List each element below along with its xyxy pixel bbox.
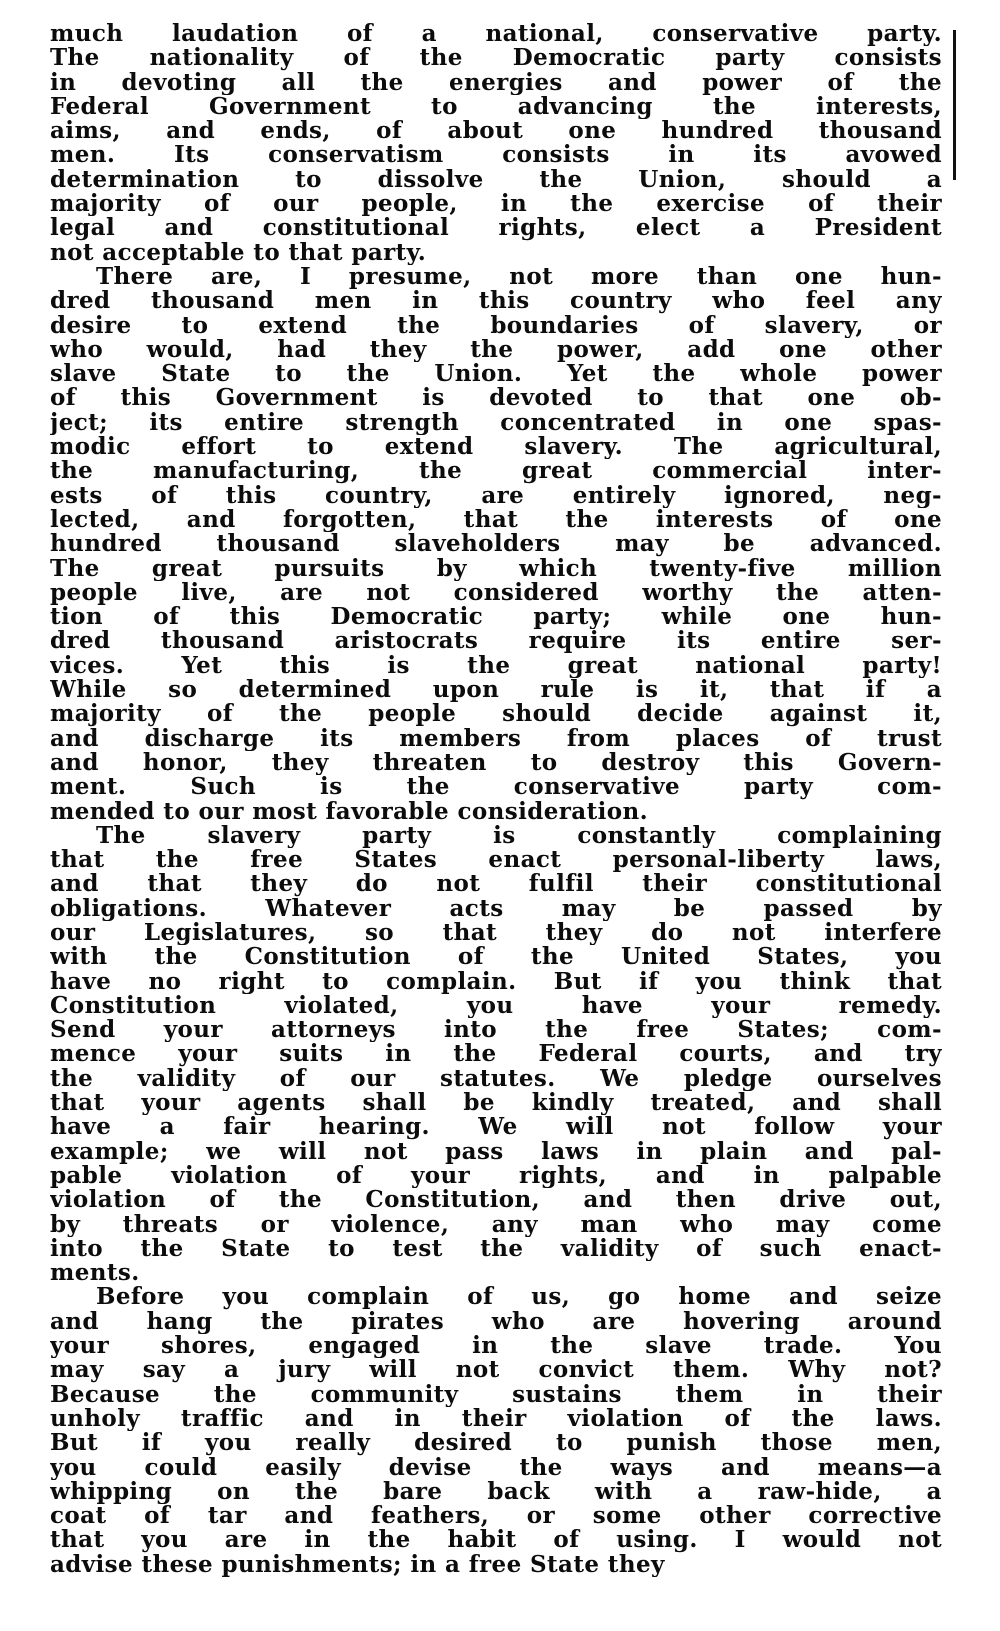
paragraph [50,824,942,1286]
text-line: much laudation of a national, conservative party. [50,22,942,47]
text-line: people live, are not considered worthy the atten- [50,580,942,606]
text-line: whipping on the bare back with a raw-hide, a [50,1479,942,1505]
text-line: you could easily devise the ways and means—a [50,1455,942,1480]
text-line: slave State to the Union. Yet the whole power [50,362,942,387]
text-line: that the free States enact personal-liberty laws, [50,848,942,873]
text-line: The nationality of the Democratic party consists [50,46,942,71]
text-line: vices. Yet this is the great national party! [50,653,942,679]
text-line: of this Government is devoted to that one ob- [50,386,942,411]
text-line: your shores, engaged in the slave trade. You [50,1334,942,1359]
text-line: by threats or violence, any man who may come [50,1212,942,1237]
text-line: dred thousand aristocrats require its entire ser- [50,629,942,654]
text-line: There are, I presume, not more than one hun- [96,264,942,290]
text-line: example; we will not pass laws in plain and pal- [50,1139,942,1164]
text-line: have no right to complain. But if you think that [50,969,942,994]
text-line: Before you complain of us, go home and seize [96,1285,942,1310]
text-line: into the State to test the validity of such enact- [50,1236,942,1262]
text-line: have a fair hearing. We will not follow your [50,1115,942,1140]
text-line: Because the community sustains them in their [50,1382,942,1407]
text-line: obligations. Whatever acts may be passed by [50,896,942,921]
paragraph [50,265,942,824]
text-line: Constitution violated, you have your remedy. [50,993,942,1019]
article-column [50,22,942,1577]
text-line: But if you really desired to punish those men, [50,1431,942,1456]
paragraph [50,1285,942,1577]
text-line: ment. Such is the conservative party com- [50,775,942,800]
text-line: Send your attorneys into the free States; com- [50,1018,942,1043]
text-line: that you are in the habit of using. I would not [50,1528,942,1553]
text-line: in devoting all the energies and power of the [50,70,942,95]
text-line: lected, and forgotten, that the interests of one [50,507,942,533]
text-line: dred thousand men in this country who feel any [50,289,942,314]
text-line: determination to dissolve the Union, should a [50,167,942,193]
text-line: and hang the pirates who are hovering around [50,1309,942,1335]
text-line: ests of this country, are entirely ignored, neg- [50,483,942,508]
text-line: tion of this Democratic party; while one hun- [50,605,942,630]
text-line: violation of the Constitution, and then drive out, [50,1188,942,1213]
text-line: The slavery party is constantly complaining [96,823,942,849]
column-rule [953,30,956,180]
text-line: desire to extend the boundaries of slavery, or [50,313,942,338]
text-line: not acceptable to that party. [50,240,427,265]
text-line: modic effort to extend slavery. The agricultural, [50,435,942,460]
text-line: may say a jury will not convict them. Why not? [50,1358,942,1383]
text-line: mence your suits in the Federal courts, and try [50,1042,942,1067]
text-line: with the Constitution of the United States, you [50,945,942,970]
text-line: and discharge its members from places of trust [50,726,942,751]
text-line: Federal Government to advancing the interests, [50,94,942,120]
text-line: legal and constitutional rights, elect a President [50,216,942,241]
paragraph [50,22,942,265]
text-line: ments. [50,1261,140,1286]
text-line: The great pursuits by which twenty-five million [50,556,942,581]
text-line: and honor, they threaten to destroy this Govern- [50,750,942,776]
text-line: advise these punishments; in a free State they [50,1552,665,1577]
text-line: pable violation of your rights, and in palpable [50,1163,942,1189]
text-line: the validity of our statutes. We pledge ourselves [50,1066,942,1092]
text-line: mended to our most favorable consideration. [50,799,649,824]
text-line: ject; its entire strength concentrated in one spas- [50,410,942,436]
text-line: who would, had they the power, add one other [50,337,942,363]
text-line: the manufacturing, the great commercial inter- [50,459,942,484]
text-line: unholy traffic and in their violation of the laws. [50,1406,942,1432]
text-line: majority of the people should decide against it, [50,702,942,727]
text-line: our Legislatures, so that they do not interfere [50,920,942,946]
text-line: majority of our people, in the exercise of their [50,192,942,217]
text-line: men. Its conservatism consists in its avowed [50,143,942,168]
text-line: coat of tar and feathers, or some other corrective [50,1504,942,1529]
text-line: that your agents shall be kindly treated, and shall [50,1091,942,1116]
text-line: aims, and ends, of about one hundred thousand [50,119,942,144]
text-line: hundred thousand slaveholders may be advanced. [50,532,942,557]
text-line: and that they do not fulfil their constitutional [50,872,942,897]
text-line: While so determined upon rule is it, that if a [50,678,942,703]
